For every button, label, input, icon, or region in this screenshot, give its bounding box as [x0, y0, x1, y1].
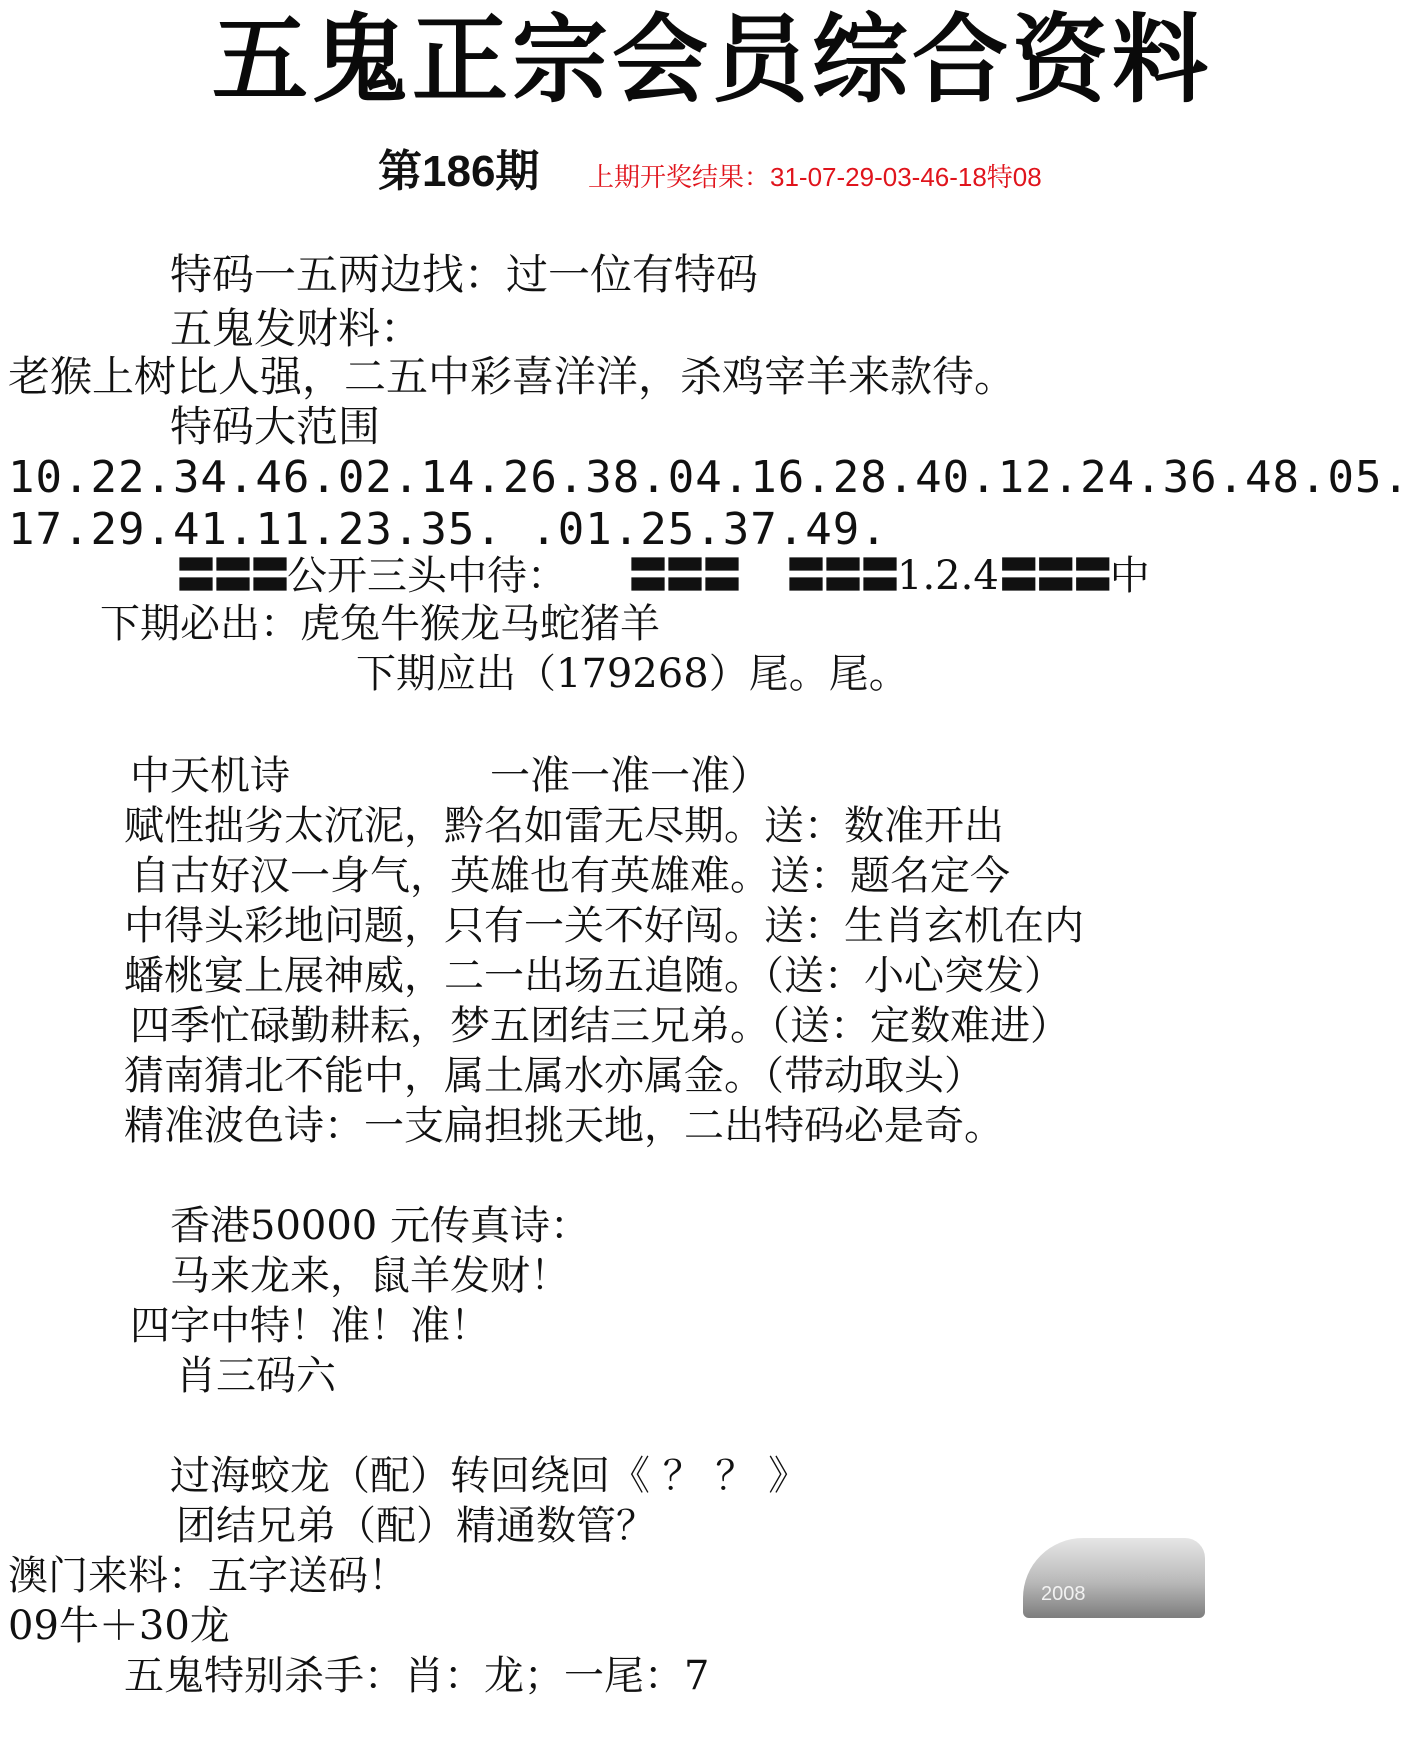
fortune-verse: 老猴上树比人强，二五中彩喜洋洋，杀鸡宰羊来款待。 [8, 352, 1017, 401]
three-heads-label: 公开三头中待： [287, 553, 567, 599]
bar-glyph-group: 〓〓〓 [628, 552, 739, 599]
bar-glyph-group: 〓〓〓 [998, 552, 1110, 599]
color-poem-line: 精准波色诗：一支扁担挑天地，二出特码必是奇。 [124, 1103, 1004, 1149]
three-heads-zhong: 中 [1109, 553, 1150, 599]
next-must-appear: 下期必出：虎兔牛猴龙马蛇猪羊 [100, 601, 660, 647]
brothers-line: 团结兄弟（配）精通数管？ [176, 1503, 656, 1549]
three-heads-numbers: 1.2.4 [897, 553, 999, 599]
macau-codes: 09牛＋30龙 [8, 1603, 230, 1649]
poem-line: 蟠桃宴上展神威，二一出场五追随。（送：小心突发） [124, 953, 1064, 999]
three-heads-line [176, 552, 567, 599]
range-heading: 特码大范围 [170, 402, 381, 451]
poem-line: 猜南猜北不能中，属土属水亦属金。（带动取头） [124, 1053, 984, 1099]
last-result: 上期开奖结果：31-07-29-03-46-18特08 [588, 162, 1042, 192]
range-numbers-line-2: 17.29.41.11.23.35. .01.25.37.49. [8, 504, 888, 555]
poem-line: 四季忙碌勤耕耘，梦五团结三兄弟。（送：定数难进） [130, 1003, 1070, 1049]
poem-line: 中得头彩地问题，只有一关不好闯。送：生肖玄机在内 [124, 903, 1084, 949]
poem-heading-note: 一准一准一准） [490, 753, 770, 799]
hk-zodiac-codes: 肖三码六 [176, 1353, 336, 1399]
page-title: 五鬼正宗会员综合资料 [212, 4, 1212, 116]
hk-fax-verse: 马来龙来，鼠羊发财！ [170, 1253, 570, 1299]
range-numbers-line-1: 10.22.34.46.02.14.26.38.04.16.28.40.12.24.36.48.05. [8, 452, 1410, 503]
poem-heading: 中天机诗 [130, 753, 290, 799]
sea-dragon-line: 过海蛟龙（配）转回绕回《 ？ ？ 》 [170, 1453, 809, 1499]
fortune-heading: 五鬼发财料： [170, 304, 423, 353]
killer-line: 五鬼特别杀手：肖：龙；一尾：7 [124, 1653, 710, 1699]
poem-line: 自古好汉一身气，英雄也有英雄难。送：题名定今 [130, 853, 1010, 899]
bar-glyph-group: 〓〓〓 [786, 552, 897, 599]
issue-number: 第186期 [378, 147, 540, 196]
poem-line: 赋性拙劣太沉泥，黔名如雷无尽期。送：数准开出 [124, 803, 1004, 849]
hk-four-chars: 四字中特！准！准！ [130, 1303, 490, 1349]
hk-fax-heading: 香港50000 元传真诗： [170, 1203, 590, 1249]
three-heads-numbers-line [786, 552, 1150, 599]
next-tail-numbers: 下期应出（179268）尾。尾。 [356, 651, 909, 697]
macau-heading: 澳门来料：五字送码！ [8, 1553, 408, 1599]
stamp-image [1023, 1538, 1205, 1618]
special-code-hint: 特码一五两边找：过一位有特码 [170, 250, 759, 299]
stamp-text: 2008 [1041, 1583, 1086, 1605]
bar-glyph-group: 〓〓〓 [176, 552, 287, 599]
